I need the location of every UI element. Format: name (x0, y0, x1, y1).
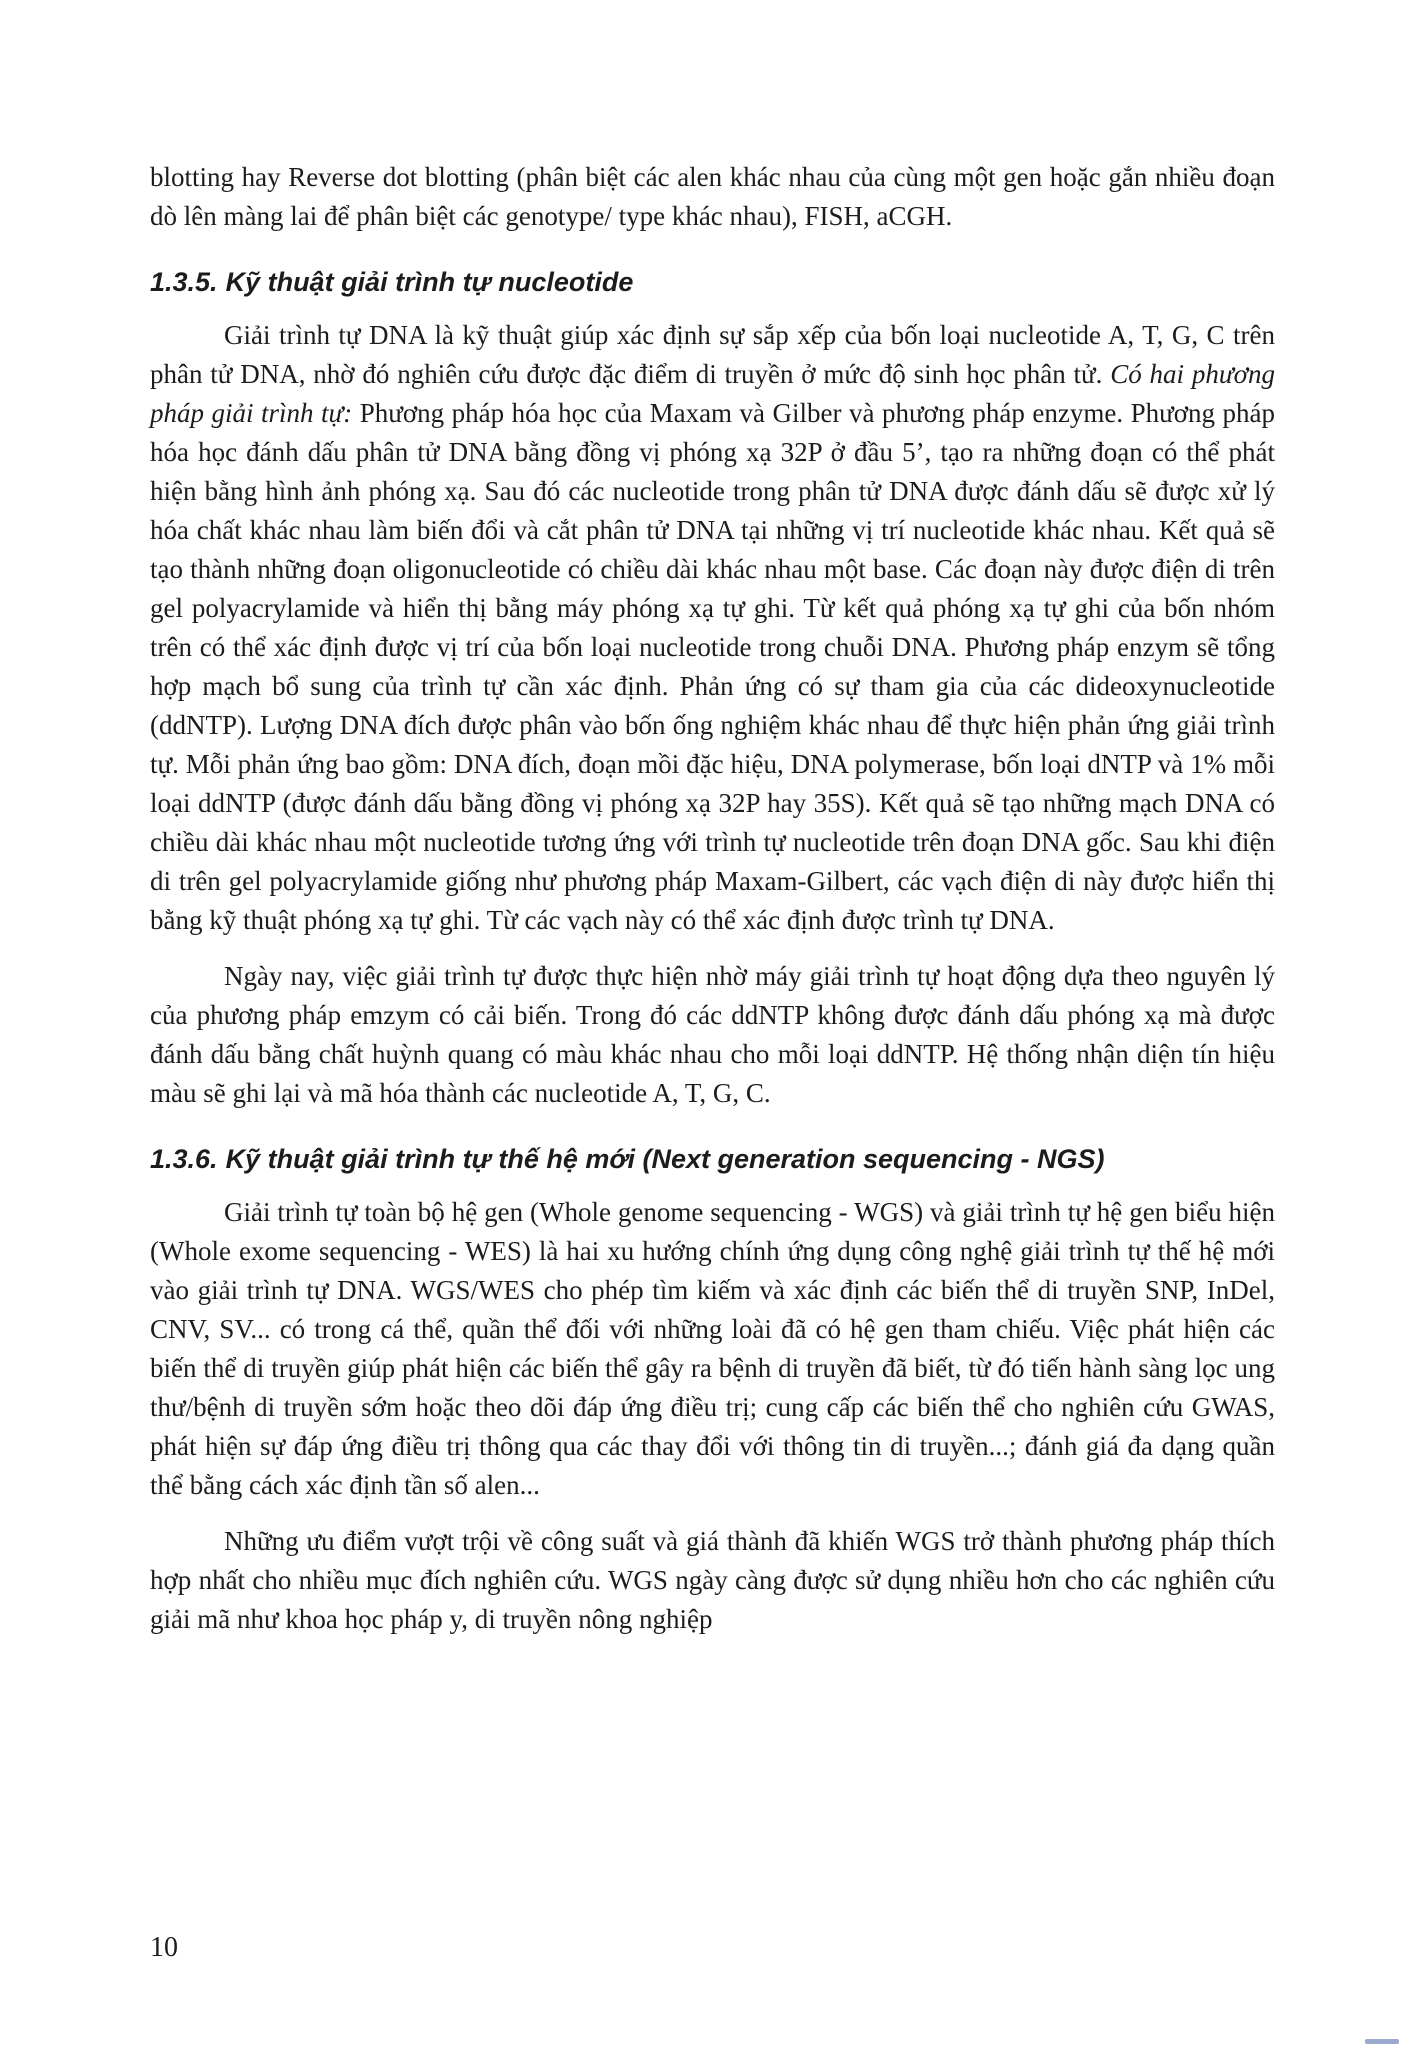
section-heading-1-3-6 (150, 1140, 1275, 1178)
intro-paragraph: blotting hay Reverse dot blotting (phân biệt các alen khác nhau của cùng một gen hoặc gắn nhiều đoạn dò lên màng lai để phân biệt các genotype/ type khác nhau), FISH, aCGH. (150, 162, 1275, 231)
body-paragraph (150, 316, 1275, 940)
body-paragraph: Những ưu điểm vượt trội về công suất và giá thành đã khiến WGS trở thành phương pháp thích hợp nhất cho nhiều mục đích nghiên cứu. WGS ngày càng được sử dụng nhiều hơn cho các nghiên cứu giải mã như khoa học pháp y, di truyền nông nghiệp (150, 1526, 1275, 1634)
section-title: Kỹ thuật giải trình tự nucleotide (225, 267, 634, 297)
section-title: Kỹ thuật giải trình tự thế hệ mới (Next generation sequencing - NGS) (225, 1144, 1105, 1174)
document-page (150, 158, 1275, 1639)
body-paragraph: Ngày nay, việc giải trình tự được thực hiện nhờ máy giải trình tự hoạt động dựa theo nguyên lý của phương pháp emzym có cải biến. Trong đó các ddNTP không được đánh dấu phóng xạ mà được đánh dấu bằng chất huỳnh quang có màu khác nhau cho mỗi loại ddNTP. Hệ thống nhận diện tín hiệu màu sẽ ghi lại và mã hóa thành các nucleotide A, T, G, C. (150, 961, 1275, 1108)
section-number: 1.3.5. (150, 267, 218, 297)
section-number: 1.3.6. (150, 1144, 218, 1174)
section-heading-1-3-5 (150, 263, 1275, 301)
paragraph-text: Phương pháp hóa học của Maxam và Gilber và phương pháp enzyme. Phương pháp hóa học đánh dấu phân tử DNA bằng đồng vị phóng xạ 32P ở đầu 5’, tạo ra những đoạn có thể phát hiện bằng hình ảnh phóng xạ. Sau đó các nucleotide trong phân tử DNA được đánh dấu sẽ được xử lý hóa chất khác nhau làm biến đổi và cắt phân tử DNA tại những vị trí nucleotide khác nhau. Kết quả sẽ tạo thành những đoạn oligonucleotide có chiều dài khác nhau một base. Các đoạn này được điện di trên gel polyacrylamide và hiển thị bằng máy phóng xạ tự ghi. Từ kết quả phóng xạ tự ghi của bốn nhóm trên có thể xác định được vị trí của bốn loại nucleotide trong chuỗi DNA. Phương pháp enzym sẽ tổng hợp mạch bổ sung của trình tự cần xác định. Phản ứng có sự tham gia của các dideoxynucleotide (ddNTP). Lượng DNA đích được phân vào bốn ống nghiệm khác nhau để thực hiện phản ứng giải trình tự. Mỗi phản ứng bao gồm: DNA đích, đoạn mồi đặc hiệu, DNA polymerase, bốn loại dNTP và 1% mỗi loại ddNTP (được đánh dấu bằng đồng vị phóng xạ 32P hay 35S). Kết quả sẽ tạo những mạch DNA có chiều dài khác nhau một nucleotide tương ứng với trình tự nucleotide trên đoạn DNA gốc. Sau khi điện di trên gel polyacrylamide giống như phương pháp Maxam-Gilbert, các vạch điện di này được hiển thị bằng kỹ thuật phóng xạ tự ghi. Từ các vạch này có thể xác định được trình tự DNA. (150, 398, 1275, 935)
scan-mark (1365, 2039, 1399, 2044)
body-paragraph: Giải trình tự toàn bộ hệ gen (Whole genome sequencing - WGS) và giải trình tự hệ gen biểu hiện (Whole exome sequencing - WES) là hai xu hướng chính ứng dụng công nghệ giải trình tự thế hệ mới vào giải trình tự DNA. WGS/WES cho phép tìm kiếm và xác định các biến thể di truyền SNP, InDel, CNV, SV... có trong cá thể, quần thể đối với những loài đã có hệ gen tham chiếu. Việc phát hiện các biến thể di truyền giúp phát hiện các biến thể gây ra bệnh di truyền đã biết, từ đó tiến hành sàng lọc ung thư/bệnh di truyền sớm hoặc theo dõi đáp ứng điều trị; cung cấp các biến thể cho nghiên cứu GWAS, phát hiện sự đáp ứng điều trị thông qua các thay đổi với thông tin di truyền...; đánh giá đa dạng quần thể bằng cách xác định tần số alen... (150, 1197, 1275, 1500)
page-number: 10 (150, 1932, 178, 1963)
paragraph-text: Giải trình tự DNA là kỹ thuật giúp xác định sự sắp xếp của bốn loại nucleotide A, T, G, C trên phân tử DNA, nhờ đó nghiên cứu được đặc điểm di truyền ở mức độ sinh học phân tử. (150, 320, 1275, 389)
italic-phrase: Có hai phương pháp giải trình tự: (150, 359, 1275, 428)
